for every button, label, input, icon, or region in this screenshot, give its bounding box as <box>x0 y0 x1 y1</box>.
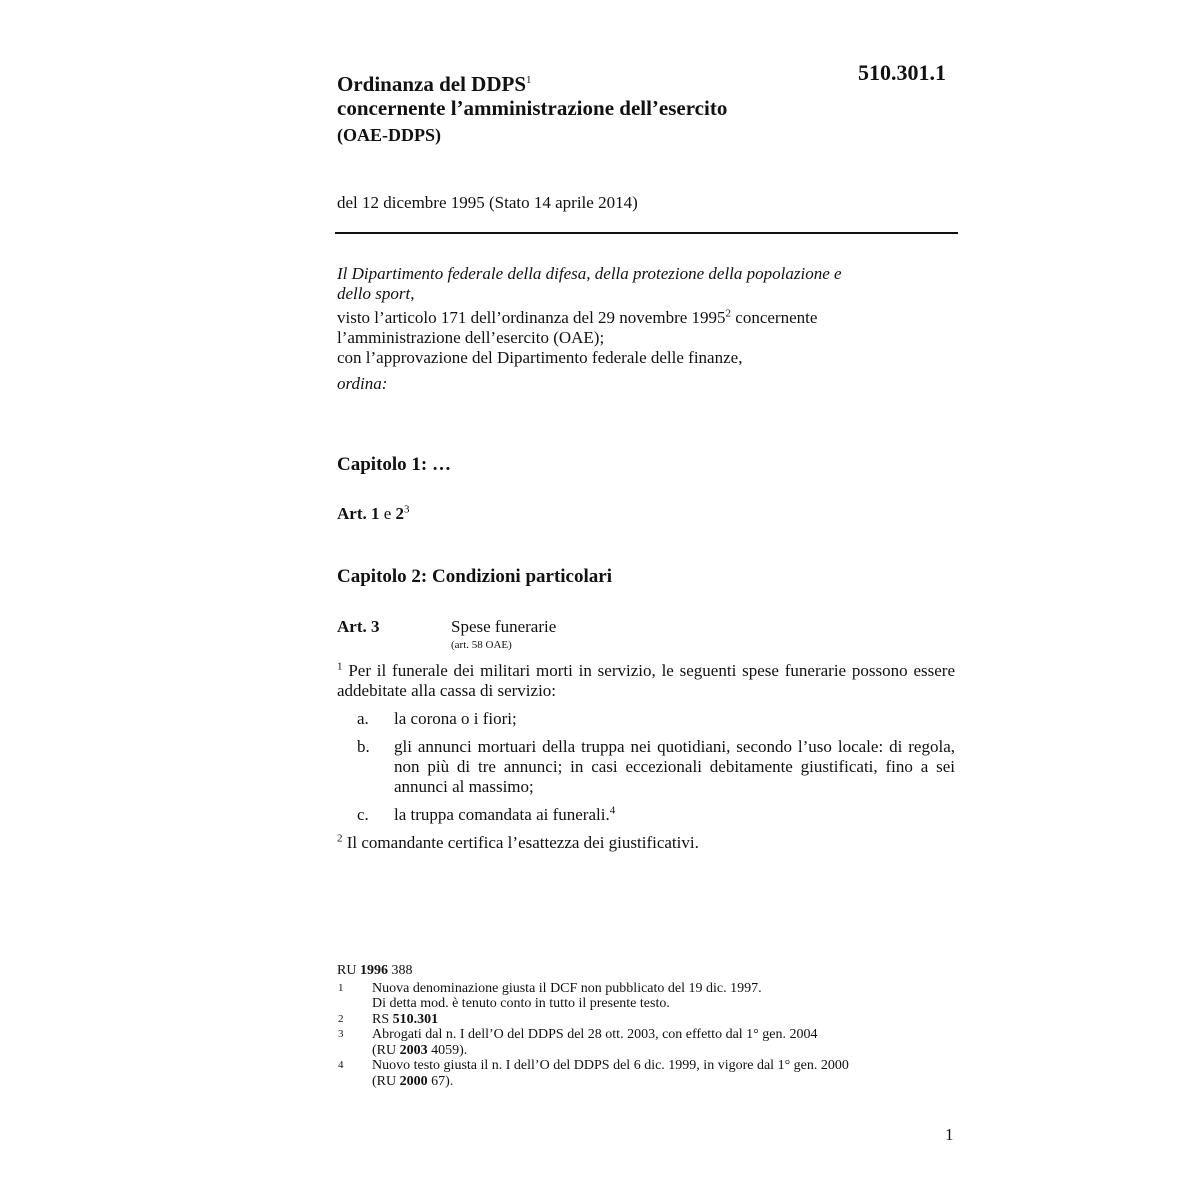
footnote-line: 4059). <box>427 1042 468 1058</box>
item-list <box>337 709 955 825</box>
footnote-ref-1[interactable]: 1 <box>526 74 532 86</box>
footnote-1 <box>337 981 937 1012</box>
header-divider <box>335 232 958 234</box>
art-3-body <box>337 661 955 853</box>
list-text: gli annunci mortuari della truppa nei quotidiani, secondo l’uso locale: di regola, non più di tre annunci; in casi eccezionali debitamente giustificati, fino a sei annunci al massimo; <box>394 737 955 796</box>
footnote-line: 67). <box>427 1073 454 1089</box>
footnote-line: (RU <box>372 1073 400 1089</box>
footnote-line: Di detta mod. è tenuto conto in tutto il presente testo. <box>372 996 670 1011</box>
date-line: del 12 dicembre 1995 (Stato 14 aprile 2014) <box>337 193 638 212</box>
paragraph-2 <box>337 833 955 853</box>
ru-reference <box>337 963 937 979</box>
authority-line-2: dello sport, <box>337 284 415 303</box>
art-2-label: 2 <box>395 504 405 523</box>
footnote-number: 3 <box>338 1028 344 1040</box>
page-number: 1 <box>945 1125 954 1144</box>
footnote-2 <box>337 1012 937 1028</box>
paragraph-1 <box>337 661 955 701</box>
list-marker: b. <box>357 737 370 756</box>
footnote-bold: 2003 <box>399 1042 428 1058</box>
paragraph-number: 1 <box>337 660 343 673</box>
title-line-1: Ordinanza del DDPS <box>337 72 527 96</box>
title-line-3: (OAE-DDPS) <box>337 125 441 145</box>
visto-text: visto l’articolo 171 dell’ordinanza del 29 novembre 1995 <box>337 308 726 327</box>
list-item <box>337 805 955 825</box>
issuing-authority <box>337 264 957 304</box>
list-marker: a. <box>357 709 369 728</box>
ru-year: 1996 <box>359 963 388 978</box>
list-marker: c. <box>357 805 369 824</box>
list-item <box>337 737 955 797</box>
preamble <box>337 264 957 394</box>
ru-page: 388 <box>387 963 413 978</box>
art-conjunction: e <box>379 504 396 523</box>
art-1-label: Art. 1 <box>337 504 380 523</box>
footnote-ref-2[interactable]: 2 <box>725 307 732 320</box>
approval-line: con l’approvazione del Dipartimento federale delle finanze, <box>337 348 743 367</box>
authority-line-1: Il Dipartimento federale della difesa, della protezione della popolazione e <box>337 264 842 283</box>
footnote-line: (RU <box>372 1042 400 1058</box>
footnote-4 <box>337 1058 937 1089</box>
paragraph-text: Il comandante certifica l’esattezza dei giustificativi. <box>342 833 699 852</box>
sr-number: 510.301.1 <box>858 60 946 85</box>
ordina: ordina: <box>337 374 388 393</box>
paragraph-number: 2 <box>337 832 343 845</box>
footnote-line: Abrogati dal n. I dell’O del DDPS del 28 ott. 2003, con effetto dal 1° gen. 2004 <box>372 1027 818 1042</box>
footnote-number: 2 <box>338 1012 344 1025</box>
art-3-label: Art. 3 <box>337 617 380 636</box>
title-line-2: concernente l’amministrazione dell’esercito <box>337 96 728 120</box>
footnote-text <box>372 1058 937 1089</box>
footnote-line: Nuova denominazione giusta il DCF non pubblicato del 19 dic. 1997. <box>372 980 762 996</box>
art-3-title: Spese funerarie <box>451 617 557 636</box>
footnote-text <box>372 1012 937 1028</box>
chapter-2-heading: Capitolo 2: Condizioni particolari <box>337 566 612 587</box>
footnote-bold: 2000 <box>399 1073 428 1089</box>
document-title <box>337 72 897 147</box>
list-text-content: la truppa comandata ai funerali. <box>394 805 610 824</box>
footnote-text <box>372 981 937 1012</box>
footnote-3 <box>337 1027 937 1058</box>
list-item <box>337 709 955 729</box>
art-1-2-heading <box>337 504 410 524</box>
footnotes <box>337 963 937 1089</box>
footnote-line: RS <box>372 1011 393 1027</box>
legal-basis <box>337 308 957 368</box>
list-text: la corona o i fiori; <box>394 709 517 728</box>
footnote-line: Nuovo testo giusta il n. I dell’O del DDPS del 6 dic. 1999, in vigore dal 1° gen. 2000 <box>372 1058 849 1073</box>
visto-text-end: concernente <box>731 308 818 327</box>
paragraph-text: Per il funerale dei militari morti in servizio, le seguenti spese funerarie possono essere addebitate alla cassa di servizio: <box>337 661 955 700</box>
chapter-1-heading: Capitolo 1: … <box>337 454 451 475</box>
footnote-number: 4 <box>338 1059 344 1071</box>
footnote-ref-3[interactable]: 3 <box>404 503 410 516</box>
footnote-text <box>372 1027 937 1058</box>
art-3-reference: (art. 58 OAE) <box>451 639 512 651</box>
ru-prefix: RU <box>337 963 360 978</box>
visto-line-2: l’amministrazione dell’esercito (OAE); <box>337 328 605 347</box>
footnote-ref-4[interactable]: 4 <box>609 804 616 817</box>
list-text <box>394 805 955 825</box>
footnote-bold: 510.301 <box>392 1011 439 1027</box>
footnote-number: 1 <box>338 981 344 994</box>
